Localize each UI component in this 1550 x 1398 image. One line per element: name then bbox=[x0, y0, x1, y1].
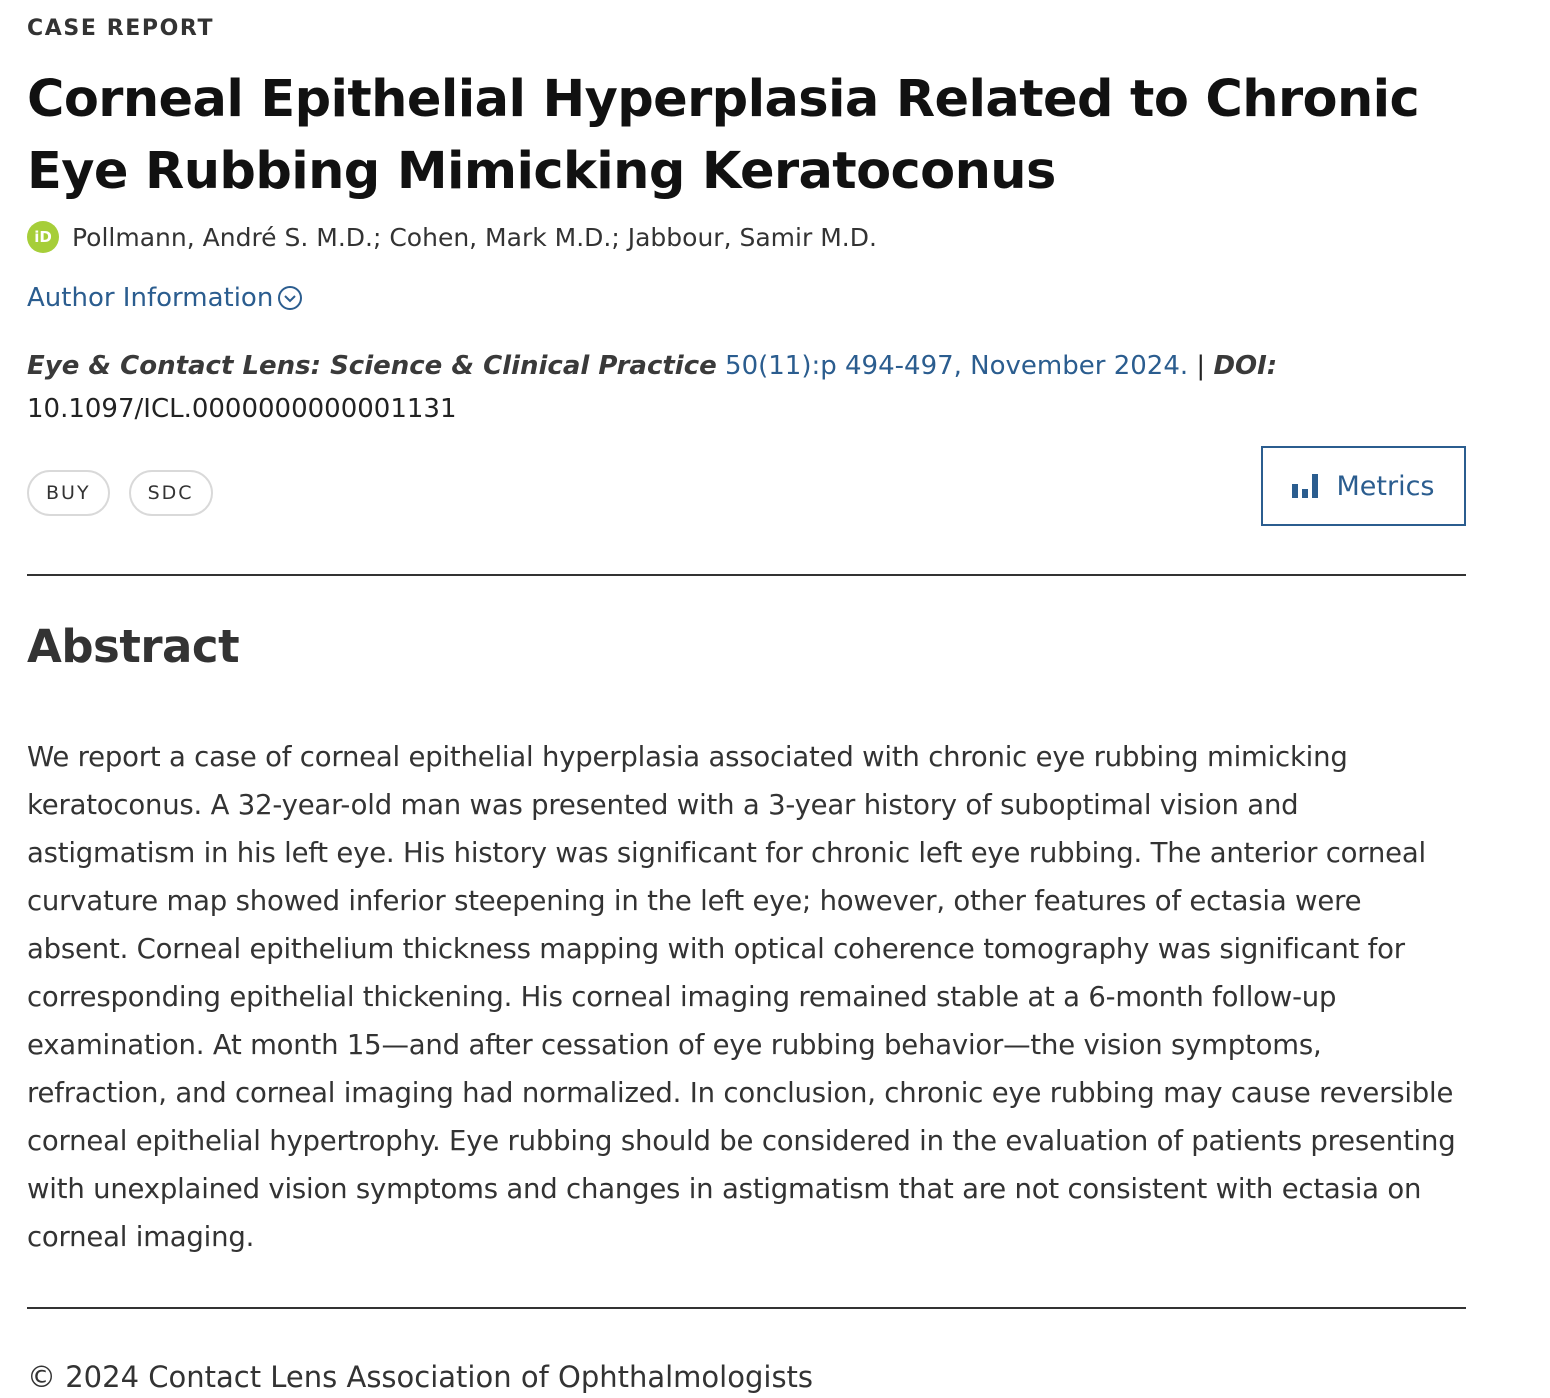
sdc-button[interactable]: SDC bbox=[129, 470, 213, 516]
section-divider-top bbox=[27, 574, 1466, 576]
abstract-heading: Abstract bbox=[27, 620, 240, 673]
citation-separator: | bbox=[1196, 351, 1206, 381]
doi-label: DOI: bbox=[1213, 351, 1278, 381]
author-information-toggle[interactable] bbox=[27, 280, 303, 316]
article-type-label: CASE REPORT bbox=[27, 16, 215, 41]
section-divider-bottom bbox=[27, 1307, 1466, 1309]
bar-chart-icon bbox=[1292, 474, 1320, 498]
article-title: Corneal Epithelial Hyperplasia Related to Chronic Eye Rubbing Mimicking Keratoconus bbox=[27, 70, 1420, 201]
author-list-row bbox=[27, 219, 877, 255]
author-list: Pollmann, André S. M.D.; Cohen, Mark M.D.; Jabbour, Samir M.D. bbox=[72, 222, 877, 252]
copyright-notice: © 2024 Contact Lens Association of Ophthalmologists bbox=[27, 1360, 814, 1394]
journal-name: Eye & Contact Lens: Science & Clinical Practice bbox=[27, 351, 717, 381]
citation bbox=[27, 345, 1447, 431]
metrics-label: Metrics bbox=[1336, 470, 1435, 502]
chevron-down-circle-icon bbox=[277, 285, 303, 311]
article-actions bbox=[27, 470, 213, 516]
abstract-body: We report a case of corneal epithelial hyperplasia associated with chronic eye rubbing mimicking keratoconus. A 32-year-old man was presented with a 3-year history of suboptimal vision and astigmatism in his left eye. His history was significant for chronic left eye rubbing. The anterior corneal curvature map showed inferior steepening in the left eye; however, other features of ectasia were absent. Corneal epithelium thickness mapping with optical coherence tomography was significant for corresponding epithelial thickening. His corneal imaging remained stable at a 6-month follow-up examination. At month 15—and after cessation of eye rubbing behavior—the vision symptoms, refraction, and corneal imaging had normalized. In conclusion, chronic eye rubbing may cause reversible corneal epithelial hypertrophy. Eye rubbing should be considered in the evaluation of patients presenting with unexplained vision symptoms and changes in astigmatism that are not consistent with ectasia on corneal imaging. bbox=[27, 741, 1456, 1253]
buy-button[interactable]: BUY bbox=[27, 470, 110, 516]
volume-issue-link[interactable]: 50(11):p 494-497, November 2024. bbox=[725, 351, 1189, 381]
orcid-icon[interactable]: iD bbox=[27, 221, 59, 253]
author-information-label: Author Information bbox=[27, 283, 274, 313]
doi-value: 10.1097/ICL.0000000000001131 bbox=[27, 394, 457, 424]
metrics-button[interactable] bbox=[1261, 446, 1466, 526]
